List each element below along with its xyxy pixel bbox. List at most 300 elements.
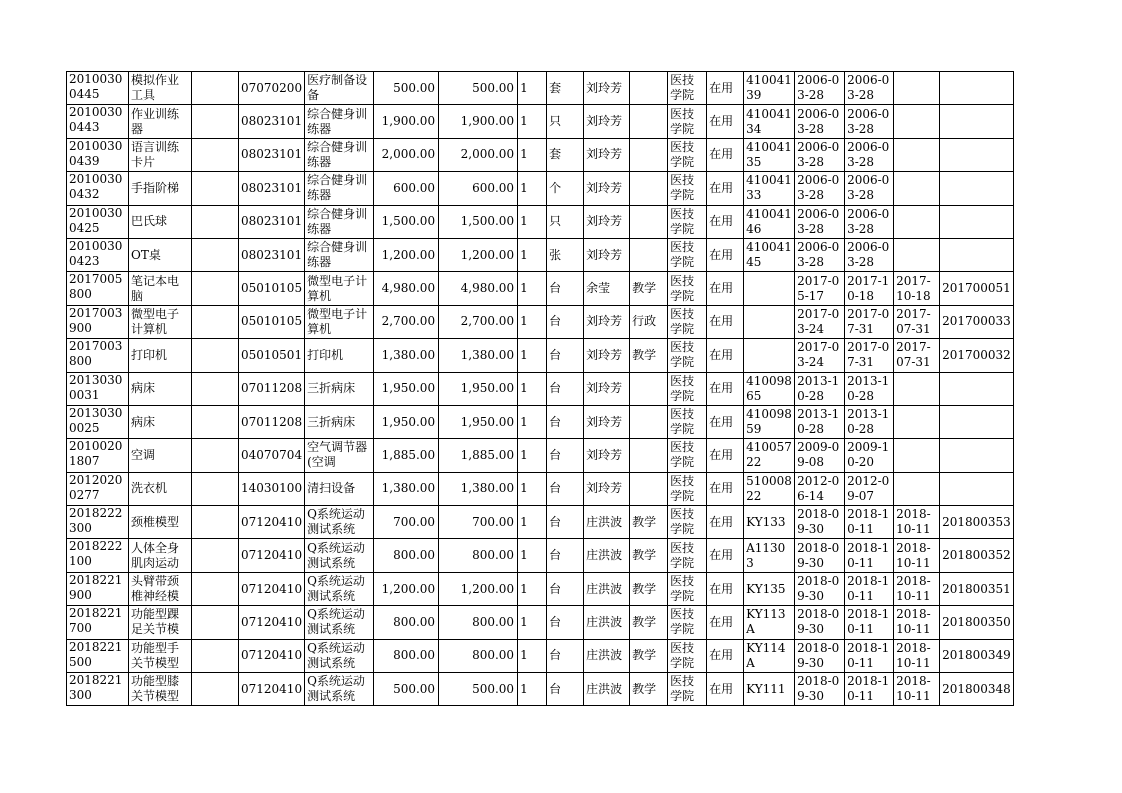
- asset-number-cell: 41004146: [744, 205, 795, 238]
- quantity-cell: 1: [518, 272, 547, 305]
- status-cell: 在用: [707, 205, 744, 238]
- amount-cell: 700.00: [439, 506, 518, 539]
- department-cell: 医技学院: [668, 138, 707, 171]
- record-id-cell: 20100201807: [67, 439, 129, 472]
- unit-cell: 台: [547, 405, 584, 438]
- table-row: [67, 405, 1014, 438]
- custodian-cell: 庄洪波: [584, 639, 630, 672]
- custodian-cell: 庄洪波: [584, 673, 630, 706]
- status-cell: 在用: [707, 72, 744, 105]
- asset-name-cell: 笔记本电脑: [129, 272, 192, 305]
- blank-cell: [192, 138, 239, 171]
- blank-cell: [192, 405, 239, 438]
- blank-cell: [192, 572, 239, 605]
- entry-date-cell: 2018-10-11: [845, 539, 894, 572]
- unit-price-cell: 600.00: [374, 172, 439, 205]
- blank-cell: [192, 339, 239, 372]
- usage-cell: [630, 472, 668, 505]
- custodian-cell: 刘玲芳: [584, 339, 630, 372]
- category-code-cell: 08023101: [239, 105, 305, 138]
- custodian-cell: 庄洪波: [584, 506, 630, 539]
- category-name-cell: Q系统运动测试系统: [305, 539, 374, 572]
- blank-cell: [192, 205, 239, 238]
- record-id-cell: 20100300439: [67, 138, 129, 171]
- record-date-cell: [894, 439, 940, 472]
- unit-price-cell: 1,200.00: [374, 238, 439, 271]
- category-code-cell: 07120410: [239, 673, 305, 706]
- record-date-cell: [894, 172, 940, 205]
- record-id-cell: 2018221700: [67, 606, 129, 639]
- record-id-cell: 2018221500: [67, 639, 129, 672]
- category-name-cell: 空气调节器(空调: [305, 439, 374, 472]
- category-name-cell: 微型电子计算机: [305, 305, 374, 338]
- document-number-cell: [940, 72, 1014, 105]
- record-date-cell: [894, 472, 940, 505]
- table-row: [67, 506, 1014, 539]
- asset-number-cell: 51000822: [744, 472, 795, 505]
- document-number-cell: 201800352: [940, 539, 1014, 572]
- table-row: [67, 639, 1014, 672]
- category-code-cell: 08023101: [239, 172, 305, 205]
- purchase-date-cell: 2013-10-28: [795, 405, 845, 438]
- quantity-cell: 1: [518, 539, 547, 572]
- record-id-cell: 20100300445: [67, 72, 129, 105]
- table-row: [67, 539, 1014, 572]
- unit-price-cell: 1,885.00: [374, 439, 439, 472]
- entry-date-cell: 2006-03-28: [845, 138, 894, 171]
- entry-date-cell: 2006-03-28: [845, 205, 894, 238]
- entry-date-cell: 2006-03-28: [845, 238, 894, 271]
- asset-number-cell: 41004133: [744, 172, 795, 205]
- record-id-cell: 20100300423: [67, 238, 129, 271]
- custodian-cell: 庄洪波: [584, 539, 630, 572]
- quantity-cell: 1: [518, 372, 547, 405]
- quantity-cell: 1: [518, 639, 547, 672]
- unit-cell: 只: [547, 105, 584, 138]
- purchase-date-cell: 2017-03-24: [795, 339, 845, 372]
- usage-cell: 教学: [630, 539, 668, 572]
- custodian-cell: 刘玲芳: [584, 405, 630, 438]
- blank-cell: [192, 606, 239, 639]
- table-row: [67, 606, 1014, 639]
- blank-cell: [192, 172, 239, 205]
- amount-cell: 2,000.00: [439, 138, 518, 171]
- category-code-cell: 08023101: [239, 138, 305, 171]
- entry-date-cell: 2006-03-28: [845, 72, 894, 105]
- category-code-cell: 07011208: [239, 372, 305, 405]
- category-name-cell: 医疗制备设备: [305, 72, 374, 105]
- asset-name-cell: 功能型踝足关节模: [129, 606, 192, 639]
- department-cell: 医技学院: [668, 372, 707, 405]
- category-code-cell: 08023101: [239, 238, 305, 271]
- usage-cell: 教学: [630, 606, 668, 639]
- asset-name-cell: 作业训练器: [129, 105, 192, 138]
- purchase-date-cell: 2012-06-14: [795, 472, 845, 505]
- department-cell: 医技学院: [668, 339, 707, 372]
- category-code-cell: 05010105: [239, 305, 305, 338]
- record-date-cell: 2018-10-11: [894, 673, 940, 706]
- amount-cell: 1,380.00: [439, 339, 518, 372]
- department-cell: 医技学院: [668, 238, 707, 271]
- category-code-cell: 07120410: [239, 506, 305, 539]
- usage-cell: 教学: [630, 339, 668, 372]
- department-cell: 医技学院: [668, 439, 707, 472]
- asset-name-cell: 病床: [129, 405, 192, 438]
- record-id-cell: 2017003800: [67, 339, 129, 372]
- document-number-cell: 201800348: [940, 673, 1014, 706]
- asset-number-cell: A11303: [744, 539, 795, 572]
- purchase-date-cell: 2006-03-28: [795, 238, 845, 271]
- entry-date-cell: 2018-10-11: [845, 606, 894, 639]
- table-row: [67, 305, 1014, 338]
- asset-number-cell: KY114A: [744, 639, 795, 672]
- unit-cell: 台: [547, 305, 584, 338]
- purchase-date-cell: 2017-03-24: [795, 305, 845, 338]
- category-name-cell: 三折病床: [305, 405, 374, 438]
- quantity-cell: 1: [518, 105, 547, 138]
- record-date-cell: 2018-10-11: [894, 606, 940, 639]
- unit-cell: 台: [547, 472, 584, 505]
- record-date-cell: [894, 372, 940, 405]
- unit-price-cell: 500.00: [374, 72, 439, 105]
- category-name-cell: 打印机: [305, 339, 374, 372]
- quantity-cell: 1: [518, 506, 547, 539]
- category-code-cell: 07011208: [239, 405, 305, 438]
- department-cell: 医技学院: [668, 272, 707, 305]
- department-cell: 医技学院: [668, 606, 707, 639]
- asset-name-cell: 巴氏球: [129, 205, 192, 238]
- amount-cell: 1,200.00: [439, 238, 518, 271]
- unit-cell: 台: [547, 339, 584, 372]
- record-date-cell: 2017-07-31: [894, 305, 940, 338]
- unit-cell: 台: [547, 506, 584, 539]
- asset-number-cell: KY111: [744, 673, 795, 706]
- status-cell: 在用: [707, 472, 744, 505]
- department-cell: 医技学院: [668, 539, 707, 572]
- asset-number-cell: 41009859: [744, 405, 795, 438]
- custodian-cell: 刘玲芳: [584, 238, 630, 271]
- custodian-cell: 余莹: [584, 272, 630, 305]
- status-cell: 在用: [707, 172, 744, 205]
- category-code-cell: 07120410: [239, 639, 305, 672]
- asset-name-cell: 打印机: [129, 339, 192, 372]
- document-number-cell: 201800349: [940, 639, 1014, 672]
- record-date-cell: [894, 238, 940, 271]
- entry-date-cell: 2013-10-28: [845, 372, 894, 405]
- amount-cell: 1,200.00: [439, 572, 518, 605]
- category-name-cell: 综合健身训练器: [305, 205, 374, 238]
- category-name-cell: 清扫设备: [305, 472, 374, 505]
- document-number-cell: 201700032: [940, 339, 1014, 372]
- entry-date-cell: 2017-07-31: [845, 305, 894, 338]
- department-cell: 医技学院: [668, 72, 707, 105]
- amount-cell: 1,950.00: [439, 405, 518, 438]
- amount-cell: 4,980.00: [439, 272, 518, 305]
- department-cell: 医技学院: [668, 639, 707, 672]
- record-id-cell: 20130300031: [67, 372, 129, 405]
- amount-cell: 800.00: [439, 639, 518, 672]
- record-id-cell: 2018222100: [67, 539, 129, 572]
- asset-number-cell: [744, 272, 795, 305]
- custodian-cell: 刘玲芳: [584, 138, 630, 171]
- blank-cell: [192, 472, 239, 505]
- status-cell: 在用: [707, 639, 744, 672]
- asset-number-cell: 41004134: [744, 105, 795, 138]
- entry-date-cell: 2017-07-31: [845, 339, 894, 372]
- amount-cell: 500.00: [439, 72, 518, 105]
- status-cell: 在用: [707, 138, 744, 171]
- quantity-cell: 1: [518, 606, 547, 639]
- asset-number-cell: 41004139: [744, 72, 795, 105]
- category-name-cell: Q系统运动测试系统: [305, 606, 374, 639]
- purchase-date-cell: 2018-09-30: [795, 639, 845, 672]
- record-date-cell: [894, 405, 940, 438]
- quantity-cell: 1: [518, 238, 547, 271]
- category-name-cell: Q系统运动测试系统: [305, 506, 374, 539]
- record-id-cell: 2018222300: [67, 506, 129, 539]
- quantity-cell: 1: [518, 305, 547, 338]
- unit-cell: 台: [547, 539, 584, 572]
- quantity-cell: 1: [518, 405, 547, 438]
- record-date-cell: 2017-10-18: [894, 272, 940, 305]
- department-cell: 医技学院: [668, 305, 707, 338]
- table-row: [67, 138, 1014, 171]
- table-row: [67, 205, 1014, 238]
- category-name-cell: 三折病床: [305, 372, 374, 405]
- unit-cell: 台: [547, 639, 584, 672]
- quantity-cell: 1: [518, 205, 547, 238]
- unit-cell: 套: [547, 138, 584, 171]
- asset-name-cell: 人体全身肌肉运动: [129, 539, 192, 572]
- record-id-cell: 2018221900: [67, 572, 129, 605]
- table-row: [67, 72, 1014, 105]
- asset-number-cell: 41004145: [744, 238, 795, 271]
- table-row: [67, 172, 1014, 205]
- amount-cell: 1,380.00: [439, 472, 518, 505]
- category-code-cell: 07120410: [239, 539, 305, 572]
- usage-cell: [630, 238, 668, 271]
- unit-cell: 只: [547, 205, 584, 238]
- unit-price-cell: 2,000.00: [374, 138, 439, 171]
- document-number-cell: [940, 439, 1014, 472]
- usage-cell: 教学: [630, 639, 668, 672]
- usage-cell: [630, 138, 668, 171]
- amount-cell: 1,900.00: [439, 105, 518, 138]
- record-date-cell: 2018-10-11: [894, 539, 940, 572]
- asset-number-cell: 41009865: [744, 372, 795, 405]
- category-name-cell: 综合健身训练器: [305, 138, 374, 171]
- usage-cell: [630, 372, 668, 405]
- quantity-cell: 1: [518, 172, 547, 205]
- usage-cell: 教学: [630, 572, 668, 605]
- status-cell: 在用: [707, 439, 744, 472]
- status-cell: 在用: [707, 405, 744, 438]
- blank-cell: [192, 506, 239, 539]
- table-row: [67, 372, 1014, 405]
- unit-price-cell: 1,950.00: [374, 405, 439, 438]
- blank-cell: [192, 272, 239, 305]
- category-code-cell: 08023101: [239, 205, 305, 238]
- entry-date-cell: 2012-09-07: [845, 472, 894, 505]
- asset-name-cell: 功能型手关节模型: [129, 639, 192, 672]
- category-code-cell: 07070200: [239, 72, 305, 105]
- blank-cell: [192, 72, 239, 105]
- category-code-cell: 07120410: [239, 572, 305, 605]
- unit-price-cell: 800.00: [374, 639, 439, 672]
- blank-cell: [192, 372, 239, 405]
- asset-register-table: [66, 71, 1014, 706]
- category-name-cell: 微型电子计算机: [305, 272, 374, 305]
- unit-price-cell: 800.00: [374, 539, 439, 572]
- quantity-cell: 1: [518, 472, 547, 505]
- department-cell: 医技学院: [668, 172, 707, 205]
- category-name-cell: Q系统运动测试系统: [305, 673, 374, 706]
- category-name-cell: 综合健身训练器: [305, 172, 374, 205]
- asset-name-cell: 颈椎模型: [129, 506, 192, 539]
- unit-price-cell: 800.00: [374, 606, 439, 639]
- amount-cell: 2,700.00: [439, 305, 518, 338]
- category-code-cell: 05010501: [239, 339, 305, 372]
- unit-cell: 张: [547, 238, 584, 271]
- custodian-cell: 刘玲芳: [584, 105, 630, 138]
- asset-name-cell: 洗衣机: [129, 472, 192, 505]
- table-row: [67, 339, 1014, 372]
- status-cell: 在用: [707, 272, 744, 305]
- custodian-cell: 刘玲芳: [584, 205, 630, 238]
- department-cell: 医技学院: [668, 105, 707, 138]
- record-date-cell: 2017-07-31: [894, 339, 940, 372]
- record-date-cell: 2018-10-11: [894, 639, 940, 672]
- unit-cell: 套: [547, 72, 584, 105]
- category-code-cell: 07120410: [239, 606, 305, 639]
- quantity-cell: 1: [518, 439, 547, 472]
- custodian-cell: 刘玲芳: [584, 72, 630, 105]
- entry-date-cell: 2006-03-28: [845, 105, 894, 138]
- blank-cell: [192, 673, 239, 706]
- asset-name-cell: 微型电子计算机: [129, 305, 192, 338]
- status-cell: 在用: [707, 506, 744, 539]
- purchase-date-cell: 2018-09-30: [795, 506, 845, 539]
- status-cell: 在用: [707, 539, 744, 572]
- unit-price-cell: 1,200.00: [374, 572, 439, 605]
- unit-price-cell: 500.00: [374, 673, 439, 706]
- document-number-cell: [940, 238, 1014, 271]
- unit-price-cell: 1,950.00: [374, 372, 439, 405]
- amount-cell: 500.00: [439, 673, 518, 706]
- record-date-cell: [894, 72, 940, 105]
- record-id-cell: 2018221300: [67, 673, 129, 706]
- document-number-cell: [940, 372, 1014, 405]
- status-cell: 在用: [707, 305, 744, 338]
- document-number-cell: 201800351: [940, 572, 1014, 605]
- usage-cell: [630, 405, 668, 438]
- blank-cell: [192, 439, 239, 472]
- unit-price-cell: 1,380.00: [374, 472, 439, 505]
- asset-number-cell: KY133: [744, 506, 795, 539]
- custodian-cell: 刘玲芳: [584, 472, 630, 505]
- purchase-date-cell: 2006-03-28: [795, 172, 845, 205]
- unit-cell: 个: [547, 172, 584, 205]
- amount-cell: 1,885.00: [439, 439, 518, 472]
- department-cell: 医技学院: [668, 205, 707, 238]
- table-row: [67, 673, 1014, 706]
- entry-date-cell: 2018-10-11: [845, 506, 894, 539]
- purchase-date-cell: 2018-09-30: [795, 539, 845, 572]
- usage-cell: [630, 105, 668, 138]
- record-date-cell: 2018-10-11: [894, 572, 940, 605]
- category-name-cell: Q系统运动测试系统: [305, 639, 374, 672]
- amount-cell: 600.00: [439, 172, 518, 205]
- status-cell: 在用: [707, 339, 744, 372]
- asset-number-cell: KY113A: [744, 606, 795, 639]
- blank-cell: [192, 238, 239, 271]
- table-row: [67, 472, 1014, 505]
- table-body: [67, 72, 1014, 706]
- document-number-cell: [940, 172, 1014, 205]
- category-code-cell: 14030100: [239, 472, 305, 505]
- purchase-date-cell: 2006-03-28: [795, 105, 845, 138]
- custodian-cell: 刘玲芳: [584, 172, 630, 205]
- asset-name-cell: 空调: [129, 439, 192, 472]
- asset-name-cell: 模拟作业工具: [129, 72, 192, 105]
- unit-cell: 台: [547, 673, 584, 706]
- quantity-cell: 1: [518, 339, 547, 372]
- usage-cell: 教学: [630, 673, 668, 706]
- blank-cell: [192, 105, 239, 138]
- blank-cell: [192, 639, 239, 672]
- custodian-cell: 刘玲芳: [584, 372, 630, 405]
- unit-price-cell: 1,900.00: [374, 105, 439, 138]
- record-id-cell: 20130300025: [67, 405, 129, 438]
- table-row: [67, 572, 1014, 605]
- document-number-cell: 201800353: [940, 506, 1014, 539]
- unit-cell: 台: [547, 439, 584, 472]
- asset-number-cell: KY135: [744, 572, 795, 605]
- entry-date-cell: 2017-10-18: [845, 272, 894, 305]
- entry-date-cell: 2009-10-20: [845, 439, 894, 472]
- custodian-cell: 庄洪波: [584, 606, 630, 639]
- unit-cell: 台: [547, 572, 584, 605]
- entry-date-cell: 2018-10-11: [845, 673, 894, 706]
- quantity-cell: 1: [518, 138, 547, 171]
- record-id-cell: 2017003900: [67, 305, 129, 338]
- blank-cell: [192, 539, 239, 572]
- unit-price-cell: 2,700.00: [374, 305, 439, 338]
- unit-price-cell: 700.00: [374, 506, 439, 539]
- document-number-cell: [940, 405, 1014, 438]
- usage-cell: [630, 205, 668, 238]
- usage-cell: 教学: [630, 272, 668, 305]
- purchase-date-cell: 2018-09-30: [795, 572, 845, 605]
- asset-name-cell: 语言训练卡片: [129, 138, 192, 171]
- department-cell: 医技学院: [668, 506, 707, 539]
- document-number-cell: 201700051: [940, 272, 1014, 305]
- usage-cell: [630, 172, 668, 205]
- unit-price-cell: 1,500.00: [374, 205, 439, 238]
- purchase-date-cell: 2009-09-08: [795, 439, 845, 472]
- category-code-cell: 05010105: [239, 272, 305, 305]
- asset-number-cell: [744, 339, 795, 372]
- quantity-cell: 1: [518, 72, 547, 105]
- status-cell: 在用: [707, 572, 744, 605]
- record-id-cell: 2017005800: [67, 272, 129, 305]
- entry-date-cell: 2013-10-28: [845, 405, 894, 438]
- asset-number-cell: [744, 305, 795, 338]
- category-name-cell: 综合健身训练器: [305, 238, 374, 271]
- asset-name-cell: 功能型膝关节模型: [129, 673, 192, 706]
- asset-number-cell: 41005722: [744, 439, 795, 472]
- record-date-cell: [894, 205, 940, 238]
